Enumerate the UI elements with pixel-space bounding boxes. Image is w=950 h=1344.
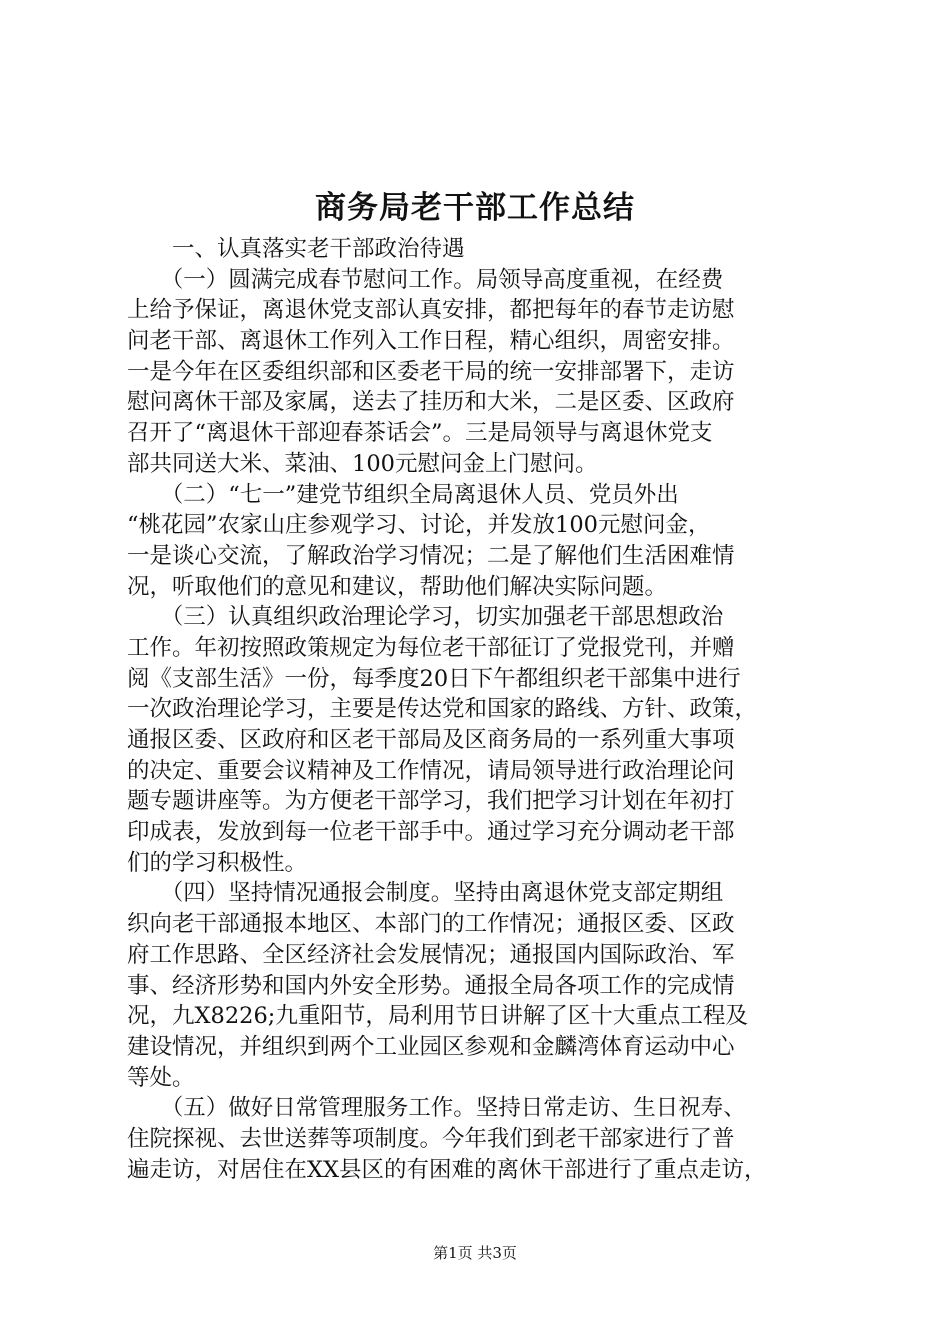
body-line: 事、经济形势和国内外安全形势。通报全局各项工作的完成情 [127, 972, 735, 999]
body-line: 问老干部、离退休工作列入工作日程，精心组织，周密安排。 [127, 328, 735, 355]
body-line: 织向老干部通报本地区、本部门的工作情况；通报区委、区政 [127, 911, 735, 938]
body-line: 况，九X8226;九重阳节，局利用节日讲解了区十大重点工程及 [127, 1003, 748, 1030]
body-line: 通报区委、区政府和区老干部局及区商务局的一系列重大事项 [127, 727, 735, 753]
body-line: 况，听取他们的意见和建议，帮助他们解决实际问题。 [127, 573, 668, 600]
body-line: 住院探视、去世送葬等项制度。今年我们到老干部家进行了普 [127, 1125, 735, 1152]
body-line: 印成表，发放到每一位老干部手中。通过学习充分调动老干部 [127, 819, 735, 846]
body-line: 遍走访，对居住在XX县区的有困难的离休干部进行了重点走访， [127, 1156, 767, 1183]
body-line: 等处。 [127, 1064, 195, 1091]
body-line: 题专题讲座等。为方便老干部学习，我们把学习计划在年初打 [127, 788, 735, 815]
body-line: 召开了“离退休干部迎春茶话会”。三是局领导与离退休党支 [127, 420, 713, 447]
body-line: （三）认真组织政治理论学习，切实加强老干部思想政治 [127, 604, 724, 631]
body-line: 上给予保证，离退休党支部认真安排，都把每年的春节走访慰 [127, 297, 735, 324]
body-line: “桃花园”农家山庄参观学习、讨论，并发放100元慰问金， [127, 512, 711, 539]
body-line: 一是谈心交流，了解政治学习情况；二是了解他们生活困难情 [127, 542, 735, 569]
body-line: 阅《支部生活》一份，每季度20日下午都组织老干部集中进行 [127, 665, 741, 692]
body-line: 府工作思路、全区经济社会发展情况；通报国内国际政治、军 [127, 941, 735, 968]
page-footer: 第1页 共3页 [433, 1244, 517, 1262]
body-line: 一、认真落实老干部政治待遇 [127, 236, 465, 262]
body-line: 们的学习积极性。 [127, 849, 308, 876]
body-line: 一是今年在区委组织部和区委老干局的统一安排部署下，走访 [127, 358, 735, 385]
body-line: （四）坚持情况通报会制度。坚持由离退休党支部定期组 [127, 880, 724, 907]
body-line: （二）“七一”建党节组织全局离退休人员、党员外出 [127, 481, 679, 508]
body-line: 工作。年初按照政策规定为每位老干部征订了党报党刊，并赠 [127, 634, 735, 661]
body-line: 的决定、重要会议精神及工作情况，请局领导进行政治理论问 [127, 757, 735, 784]
body-line: 建设情况，并组织到两个工业园区参观和金麟湾体育运动中心 [127, 1033, 735, 1060]
document-title: 商务局老干部工作总结 [315, 190, 635, 226]
body-line: 部共同送大米、菜油、100元慰问金上门慰问。 [127, 450, 598, 477]
body-line: （一）圆满完成春节慰问工作。局领导高度重视，在经费 [127, 266, 724, 293]
body-line: 一次政治理论学习，主要是传达党和国家的路线、方针、政策， [127, 696, 758, 723]
body-line: 慰问离休干部及家属，送去了挂历和大米，二是区委、区政府 [127, 389, 735, 416]
document-body [127, 234, 827, 1185]
body-line: （五）做好日常管理服务工作。坚持日常走访、生日祝寿、 [127, 1095, 746, 1122]
